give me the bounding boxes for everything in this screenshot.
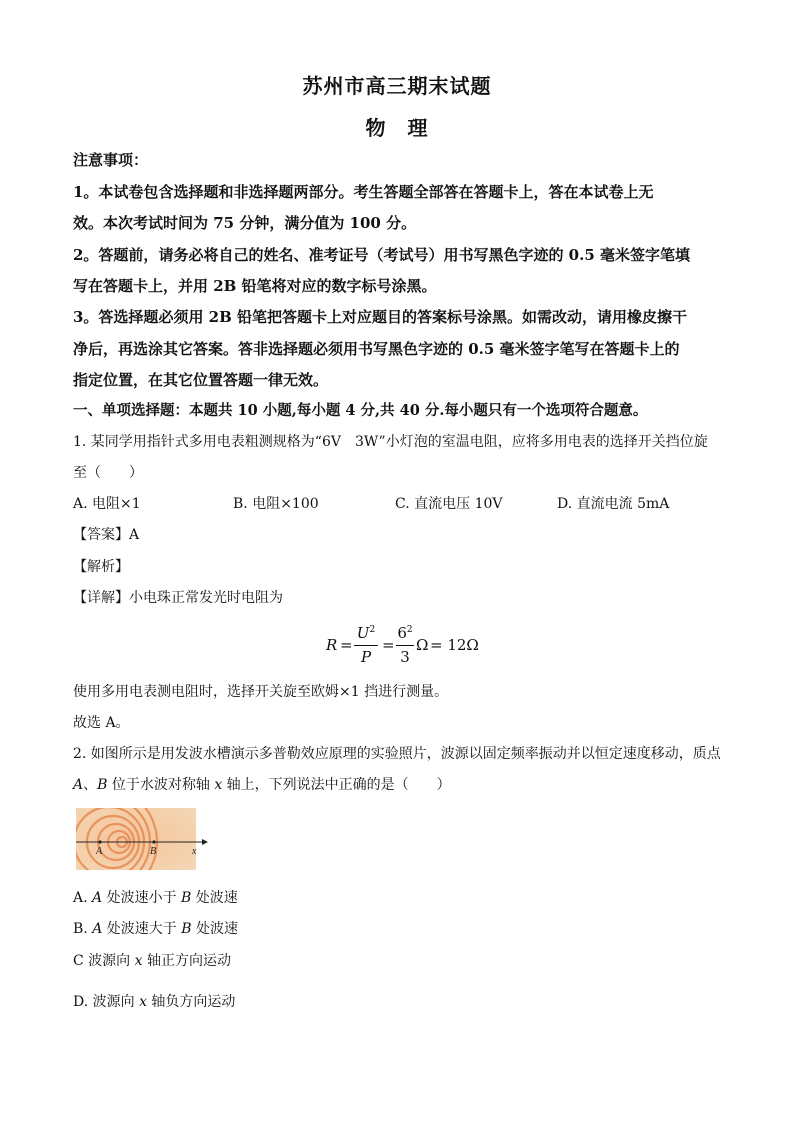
q1-option-b: B. 电阻×100 — [233, 496, 319, 512]
point-a-label: A — [96, 846, 103, 857]
q1-answer: 【答案】A — [73, 527, 140, 543]
fraction-bar — [354, 645, 378, 646]
notice-line: 1。本试卷包含选择题和非选择题两部分。考生答题全部答在答题卡上，答在本试卷上无 — [73, 183, 654, 201]
formula-lhs: R — [326, 636, 338, 654]
doppler-ripple-figure — [74, 806, 210, 872]
formula-exponent: 2 — [369, 625, 376, 635]
notice-line: 3。答选择题必须用 2B 铅笔把答题卡上对应题目的答案标号涂黑。如需改动，请用橡皮擦干 — [73, 308, 688, 326]
q1-option-d: D. 直流电流 5mA — [557, 496, 670, 512]
notice-line: 效。本次考试时间为 75 分钟，满分值为 100 分。 — [73, 214, 417, 232]
q1-stem: 1. 某同学用指针式多用电表粗测规格为“6V 3W”小灯泡的室温电阻，应将多用电表的选择开关挡位旋 — [73, 434, 708, 450]
exam-title: 苏州市高三期末试题 — [302, 74, 492, 98]
subject-title: 物 理 — [365, 116, 429, 140]
notice-heading: 注意事项： — [73, 151, 149, 169]
x-axis-label: x — [192, 846, 197, 857]
q1-explain: 使用多用电表测电阻时，选择开关旋至欧姆×1 挡进行测量。 — [73, 684, 449, 700]
q1-option-a: A. 电阻×1 — [73, 496, 141, 512]
q2-option-c: C 波源向 x 轴正方向运动 — [73, 953, 231, 969]
formula-result: = 12Ω — [430, 636, 479, 654]
q2-option-d: D. 波源向 x 轴负方向运动 — [73, 994, 236, 1010]
formula-fraction-1 — [354, 624, 378, 670]
q2-option-a: A. A 处波速小于 B 处波速 — [73, 890, 238, 906]
q1-option-c: C. 直流电压 10V — [395, 496, 503, 512]
formula-exponent: 2 — [406, 625, 413, 635]
notice-line: 2。答题前，请务必将自己的姓名、准考证号（考试号）用书写黑色字迹的 0.5 毫米签字笔填 — [73, 246, 690, 264]
q2-stem: A、B 位于水波对称轴 x 轴上，下列说法中正确的是（ ） — [73, 777, 451, 793]
formula-denominator: P — [360, 648, 372, 666]
formula-denominator: 3 — [400, 648, 410, 666]
formula-equals: = — [340, 636, 353, 654]
notice-line: 净后，再选涂其它答案。答非选择题必须用书写黑色字迹的 0.5 毫米签字笔写在答题卡上的 — [73, 340, 680, 358]
q1-analysis: 【解析】 — [73, 559, 129, 575]
fraction-bar — [396, 645, 414, 646]
point-b-label: B — [150, 846, 157, 857]
formula-fraction-2 — [396, 624, 414, 670]
formula-equals: = — [382, 636, 395, 654]
q1-conclusion: 故选 A。 — [73, 715, 130, 731]
notice-line: 指定位置，在其它位置答题一律无效。 — [73, 371, 329, 389]
q1-stem: 至（ ） — [73, 465, 143, 481]
formula-numerator: 6 — [397, 624, 407, 642]
ripple-tank-photo — [74, 806, 210, 872]
q1-detail: 【详解】小电珠正常发光时电阻为 — [73, 590, 283, 606]
section-heading: 一、单项选择题：本题共 10 小题,每小题 4 分,共 40 分.每小题只有一个选项符合题意。 — [73, 402, 648, 419]
notice-line: 写在答题卡上，并用 2B 铅笔将对应的数字标号涂黑。 — [73, 277, 437, 295]
q2-option-b: B. A 处波速大于 B 处波速 — [73, 921, 238, 937]
q2-stem: 2. 如图所示是用发波水槽演示多普勒效应原理的实验照片，波源以固定频率振动并以恒定速度移动，质点 — [73, 746, 721, 762]
formula-unit: Ω — [416, 636, 429, 654]
formula-numerator: U — [356, 624, 370, 642]
